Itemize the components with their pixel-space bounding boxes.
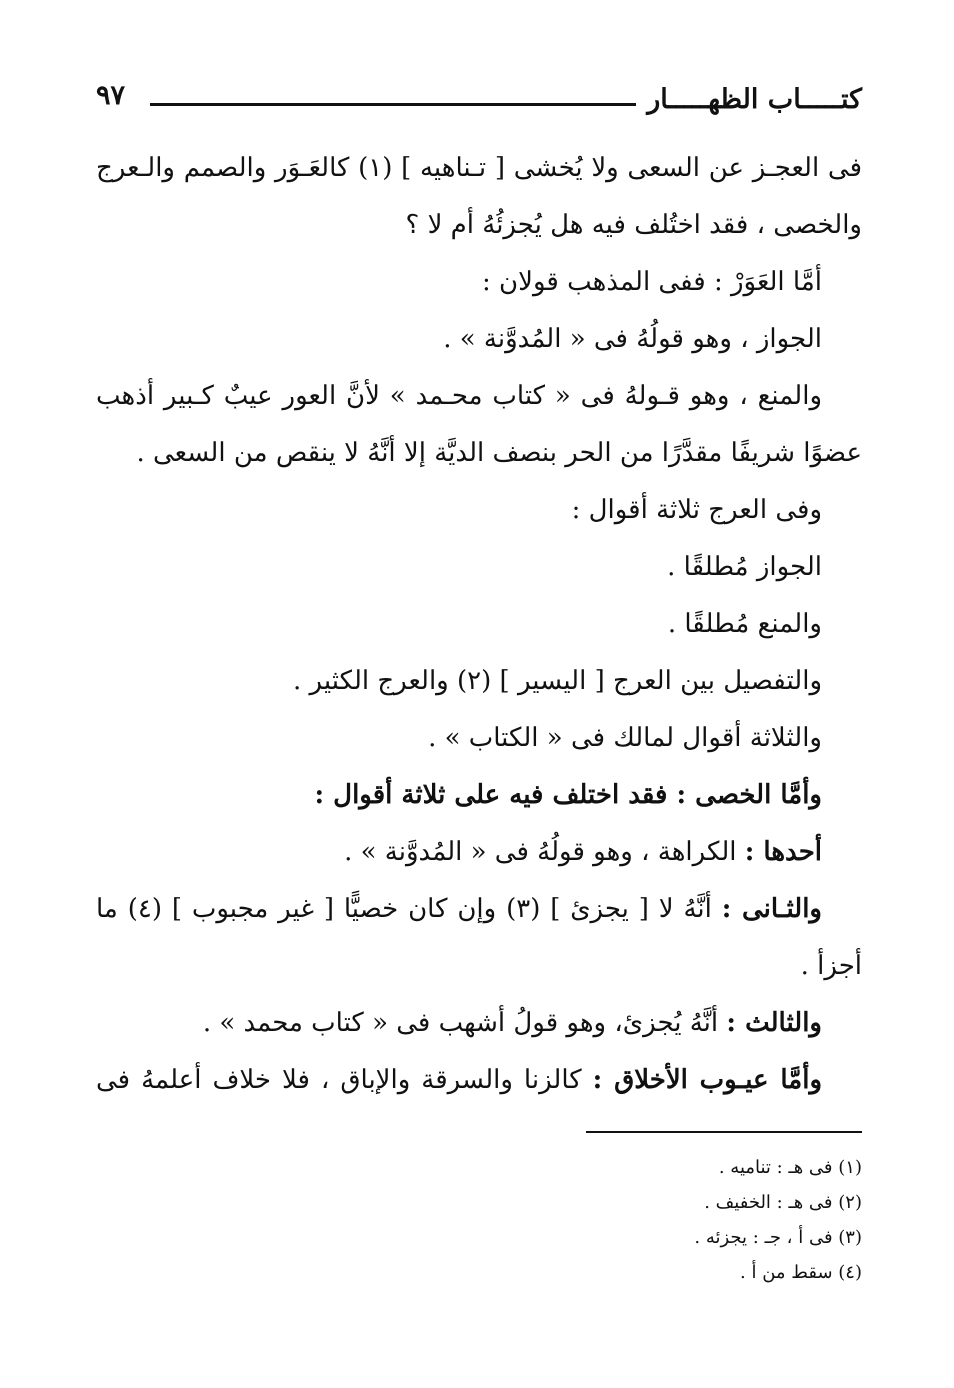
opinion-text: أنَّهُ لا [ يجزئ ] (٣) وإن كان خصيًّا [ غير مجبوب ] (٤) ما: [96, 894, 722, 924]
opinion-label: والثالث :: [726, 1008, 822, 1038]
running-header-title: كتـــــاب الظهـــــار: [647, 84, 862, 115]
footnotes: [694, 1150, 862, 1290]
header-rule: [150, 103, 636, 106]
text-line: [96, 881, 862, 938]
text-line: [96, 824, 862, 881]
footnote: (٢) فى هـ : الخفيف .: [704, 1192, 862, 1213]
page-number: ٩٧: [96, 80, 126, 111]
opinion-label: والثـانى :: [721, 894, 822, 924]
opinion-text: أنَّهُ يُجزئ، وهو قولُ أشهب فى « كتاب محمد » .: [202, 1008, 727, 1038]
footnote: (٤) سقط من أ .: [740, 1262, 862, 1283]
text-line: فى العجـز عن السعى ولا يُخشى [ تـناهيه ] (١) كالعَـوَر والصمم والـعرج: [96, 153, 862, 183]
footnote-rule: [586, 1131, 862, 1133]
main-text: [96, 140, 862, 1109]
text-line: والخصى ، فقد اختُلف فيه هل يُجزئُهُ أم لا ؟: [405, 210, 862, 240]
text-line: [96, 1052, 862, 1109]
text-line: عضوًا شريفًا مقدَّرًا من الحر بنصف الديَّة إلا أنَّهُ لا ينقص من السعى .: [136, 438, 862, 468]
section-label: وأمَّا عيـوب الأخلاق :: [592, 1065, 822, 1095]
text-line: أجزأ .: [800, 951, 862, 981]
text-line: والثلاثة أقوال لمالك فى « الكتاب » .: [428, 723, 822, 753]
text-line: والمنع ، وهو قـولهُ فى « كتاب محـمد » لأنَّ العور عيبٌ كـبير أذهب: [96, 381, 822, 411]
section-heading: وأمَّا الخصى : فقد اختلف فيه على ثلاثة أقوال :: [314, 780, 822, 810]
text-line: أمَّا العَوَرْ : ففى المذهب قولان :: [482, 267, 822, 297]
section-text: كالزنا والسرقة والإباق ، فلا خلاف أعلمهُ فى: [96, 1065, 593, 1095]
text-line: والمنع مُطلقًا .: [667, 609, 822, 639]
text-line: والتفصيل بين العرج [ اليسير ] (٢) والعرج الكثير .: [293, 666, 822, 696]
opinion-text: الكراهة ، وهو قولُهُ فى « المُدوَّنة » .: [344, 837, 745, 867]
opinion-label: أحدها :: [744, 837, 822, 867]
text-line: [96, 995, 862, 1052]
text-line: وفى العرج ثلاثة أقوال :: [571, 495, 822, 525]
footnote: (٣) فى أ ، جـ : يجزئه .: [694, 1227, 862, 1248]
text-line: الجواز مُطلقًا .: [667, 552, 822, 582]
footnote: (١) فى هـ : تناميه .: [718, 1157, 862, 1178]
text-line: الجواز ، وهو قولُهُ فى « المُدوَّنة » .: [443, 324, 822, 354]
